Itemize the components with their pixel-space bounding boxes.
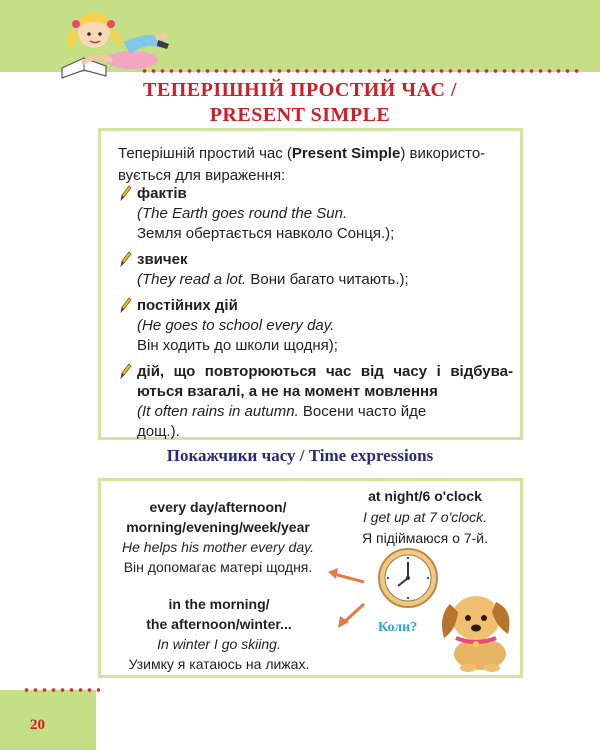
expression-line: in the morning/ bbox=[168, 596, 270, 612]
expression-line: every day/afternoon/ bbox=[149, 499, 287, 515]
list-item bbox=[118, 362, 513, 442]
intro-paragraph bbox=[118, 143, 510, 187]
list-item bbox=[118, 184, 513, 244]
list-item bbox=[118, 296, 513, 356]
item-example-uk: Земля обертається навколо Сонця.); bbox=[137, 225, 395, 242]
item-example-en: (The Earth goes round the Sun. bbox=[137, 205, 348, 222]
dotted-divider-bottom bbox=[22, 687, 100, 693]
example-uk: Він допомагає матері щодня. bbox=[123, 559, 313, 575]
expression-line: the afternoon/winter... bbox=[146, 616, 292, 632]
page-number: 20 bbox=[30, 717, 45, 733]
expression-line: at night/6 o'clock bbox=[368, 488, 482, 504]
section-subtitle: Покажчики часу / Time expressions bbox=[166, 446, 434, 465]
item-heading: дій, що повторюються час від часу і відбува- bbox=[137, 363, 513, 380]
item-example-en: (It often rains in autumn. bbox=[137, 403, 299, 420]
pencil-icon bbox=[118, 250, 132, 268]
example-en: I get up at 7 o'clock. bbox=[362, 509, 488, 525]
item-example-en: (They read a lot. bbox=[137, 271, 247, 288]
dotted-divider-top bbox=[140, 68, 580, 74]
time-expressions-every bbox=[102, 497, 334, 577]
page-title-line2: PRESENT SIMPLE bbox=[209, 104, 391, 126]
arrows-icon bbox=[320, 560, 370, 630]
item-heading-cont: ються взагалі, а не на момент мовлення bbox=[137, 383, 438, 400]
reading-girl-illustration bbox=[54, 2, 169, 82]
item-example-uk: Восени часто йде bbox=[298, 403, 427, 420]
item-heading: постійних дій bbox=[137, 297, 238, 314]
page-title-line1: ТЕПЕРІШНІЙ ПРОСТИЙ ЧАС / bbox=[143, 79, 457, 101]
pencil-icon bbox=[118, 362, 132, 380]
pencil-icon bbox=[118, 184, 132, 202]
item-example-uk: Вони багато читають.); bbox=[246, 271, 409, 288]
page-corner-band bbox=[0, 690, 96, 750]
usage-list bbox=[118, 184, 513, 448]
intro-text-before: Теперішній простий час ( bbox=[118, 145, 292, 162]
example-en: In winter I go skiing. bbox=[157, 636, 281, 652]
puppy-illustration bbox=[432, 582, 522, 674]
item-heading: звичек bbox=[137, 251, 188, 268]
list-item bbox=[118, 250, 513, 290]
item-example-en: (He goes to school every day. bbox=[137, 317, 335, 334]
time-expressions-in bbox=[108, 594, 330, 674]
item-example-uk-cont: дощ.). bbox=[137, 423, 180, 440]
example-uk: Узимку я катаюсь на лижах. bbox=[128, 656, 310, 672]
example-en: He helps his mother every day. bbox=[122, 539, 314, 555]
intro-text-line2: вується для вираження: bbox=[118, 167, 286, 184]
time-expressions-at bbox=[330, 486, 520, 549]
pencil-icon bbox=[118, 296, 132, 314]
expression-line: morning/evening/week/year bbox=[126, 519, 310, 535]
item-heading: фактів bbox=[137, 185, 187, 202]
item-example-uk: Він ходить до школи щодня); bbox=[137, 337, 338, 354]
example-uk: Я підіймаюся о 7-й. bbox=[361, 530, 488, 546]
clock-icon bbox=[376, 546, 440, 610]
speech-question: Коли? bbox=[378, 620, 418, 635]
intro-text-after: ) використо- bbox=[400, 145, 486, 162]
intro-term: Present Simple bbox=[291, 145, 401, 162]
